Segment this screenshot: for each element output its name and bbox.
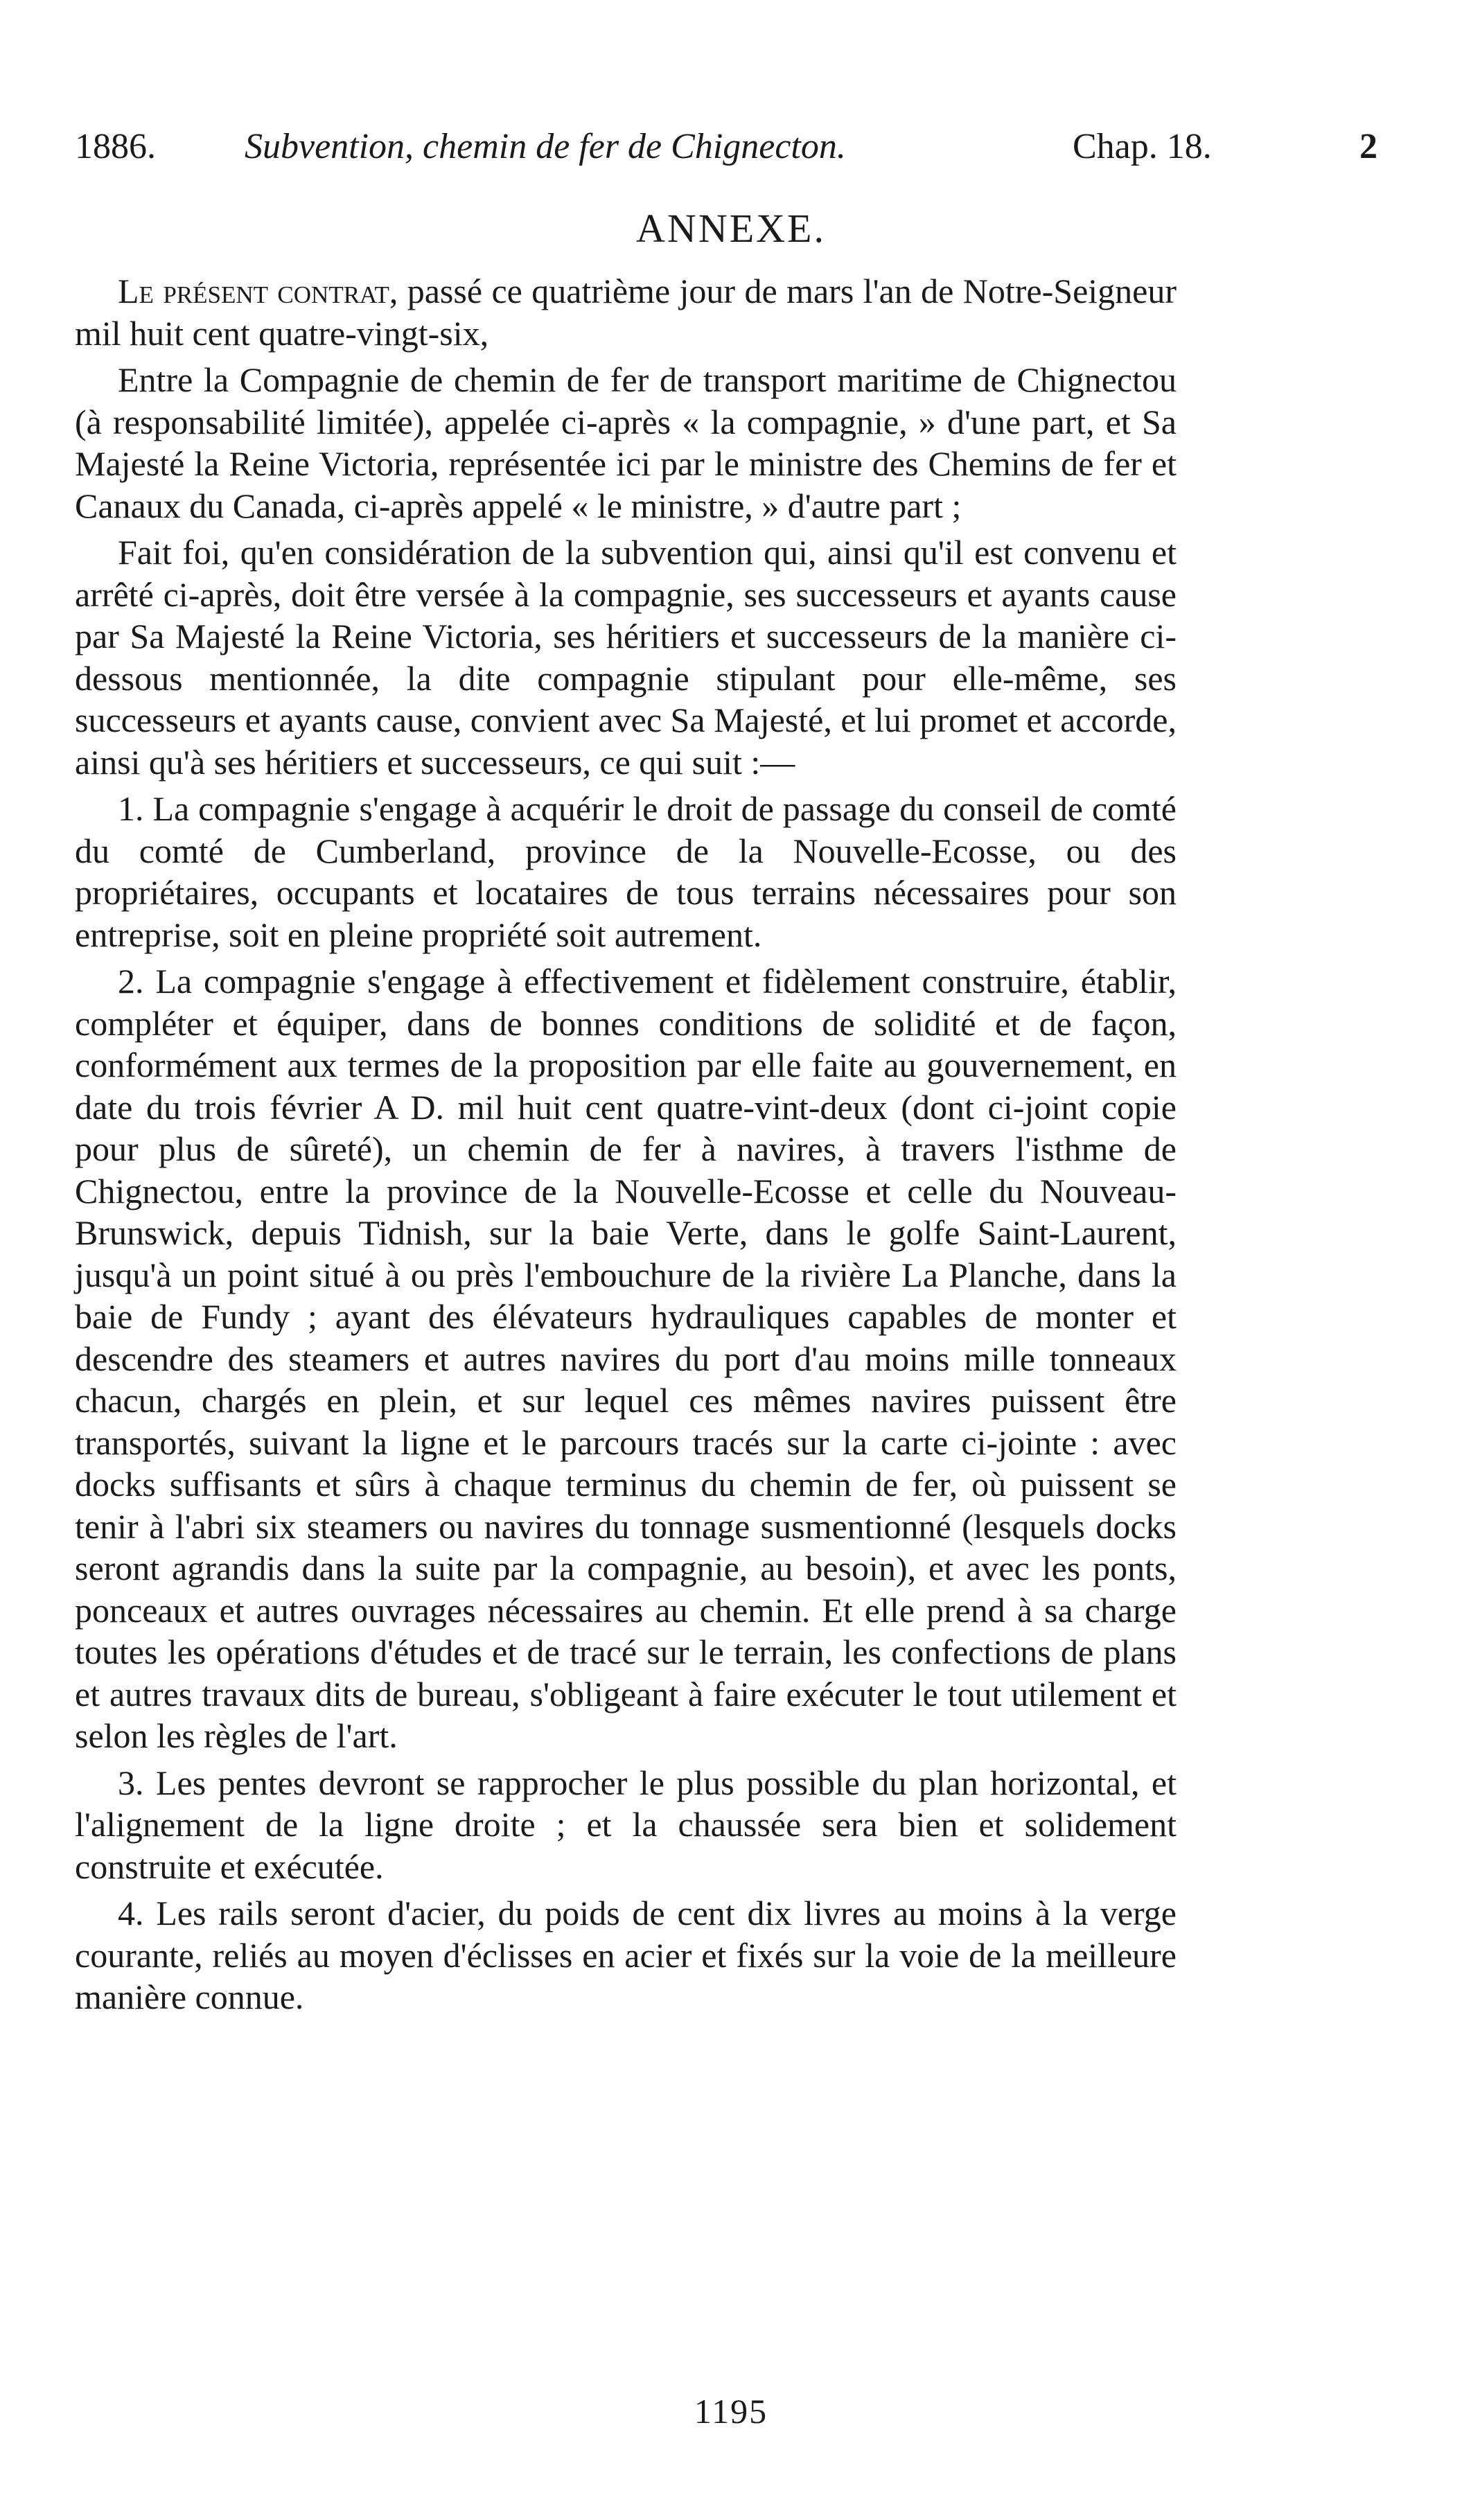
clause-1: 1. La compagnie s'engage à acquérir le droit de passage du conseil de comté du comté de Cumberland, province de la Nouvelle-Ecosse, ou des propriétaires, occupants et locataires de tous terrains nécessaires pour son entreprise, soit en pleine propriété soit autrement. [75,789,1177,954]
header-year: 1886. [75,127,156,166]
header-page-number: 2 [1359,127,1377,166]
running-header [75,119,1377,175]
header-title: Subvention, chemin de fer de Chignecton. [245,127,846,166]
document-body [75,270,1177,2023]
page-folio: 1195 [694,2392,768,2431]
section-heading: ANNEXE. [636,206,826,251]
intro-rest: passé ce quatrième jour de mars l'an de Notre-Seigneur mil huit cent quatre-vingt-six, [75,272,1177,353]
intro-paragraph [75,270,1177,354]
clause-4: 4. Les rails seront d'acier, du poids de cent dix livres au moins à la verge courante, reliés au moyen d'éclisses en acier et fixés sur la voie de la meilleure manière connue. [75,1894,1177,2016]
clause-3: 3. Les pentes devront se rapprocher le plus possible du plan horizontal, et l'alignement de la ligne droite ; et la chaussée sera bien et solidement construite et exécutée. [75,1763,1177,1886]
header-chapter: Chap. 18. [1073,127,1212,166]
paragraph-consideration: Fait foi, qu'en considération de la subvention qui, ainsi qu'il est convenu et arrêté ci-après, doit être versée à la compagnie, ses successeurs et ayants cause par Sa Majesté la Reine Victoria, ses héritiers et successeurs de la manière ci-dessous mentionnée, la dite compagnie stipulant pour elle-même, ses successeurs et ayants cause, convient avec Sa Majesté, et lui promet et accorde, ainsi qu'à ses héritiers et successeurs, ce qui suit :— [75,533,1177,782]
paragraph-parties: Entre la Compagnie de chemin de fer de transport maritime de Chignectou (à responsabilité limitée), appelée ci-après « la compagnie, » d'une part, et Sa Majesté la Reine Victoria, représentée ici par le ministre des Chemins de fer et Canaux du Canada, ci-après appelé « le ministre, » d'autre part ; [75,360,1177,525]
clause-2: 2. La compagnie s'engage à effectivement et fidèlement construire, établir, compléter et équiper, dans de bonnes conditions de solidité et de façon, conformément aux termes de la proposition par elle faite au gouvernement, en date du trois février A D. mil huit cent quatre-vint-deux (dont ci-joint copie pour plus de sûreté), un chemin de fer à navires, à travers l'isthme de Chignectou, entre la province de la Nouvelle-Ecosse et celle du Nouveau-Brunswick, depuis Tidnish, sur la baie Verte, dans le golfe Saint-Laurent, jusqu'à un point situé à ou près l'embouchure de la rivière La Planche, dans la baie de Fundy ; ayant des élévateurs hydrauliques capables de monter et descendre des steamers et autres navires du port d'au moins mille tonneaux chacun, chargés en plein, et sur lequel ces mêmes navires puissent être transportés, suivant la ligne et le parcours tracés sur la carte ci-jointe : avec docks suffisants et sûrs à chaque terminus du chemin de fer, où puissent se tenir à l'abri six steamers ou navires du tonnage susmentionné (lesquels docks seront agrandis dans la suite par la compagnie, au besoin), et avec les ponts, ponceaux et autres ouvrages nécessaires au chemin. Et elle prend à sa charge toutes les opérations d'études et de tracé sur le terrain, les confections de plans et autres travaux dits de bureau, s'obligeant à faire exécuter le tout utilement et selon les règles de l'art. [75,962,1177,1755]
intro-lead: Le présent contrat, [118,272,398,310]
